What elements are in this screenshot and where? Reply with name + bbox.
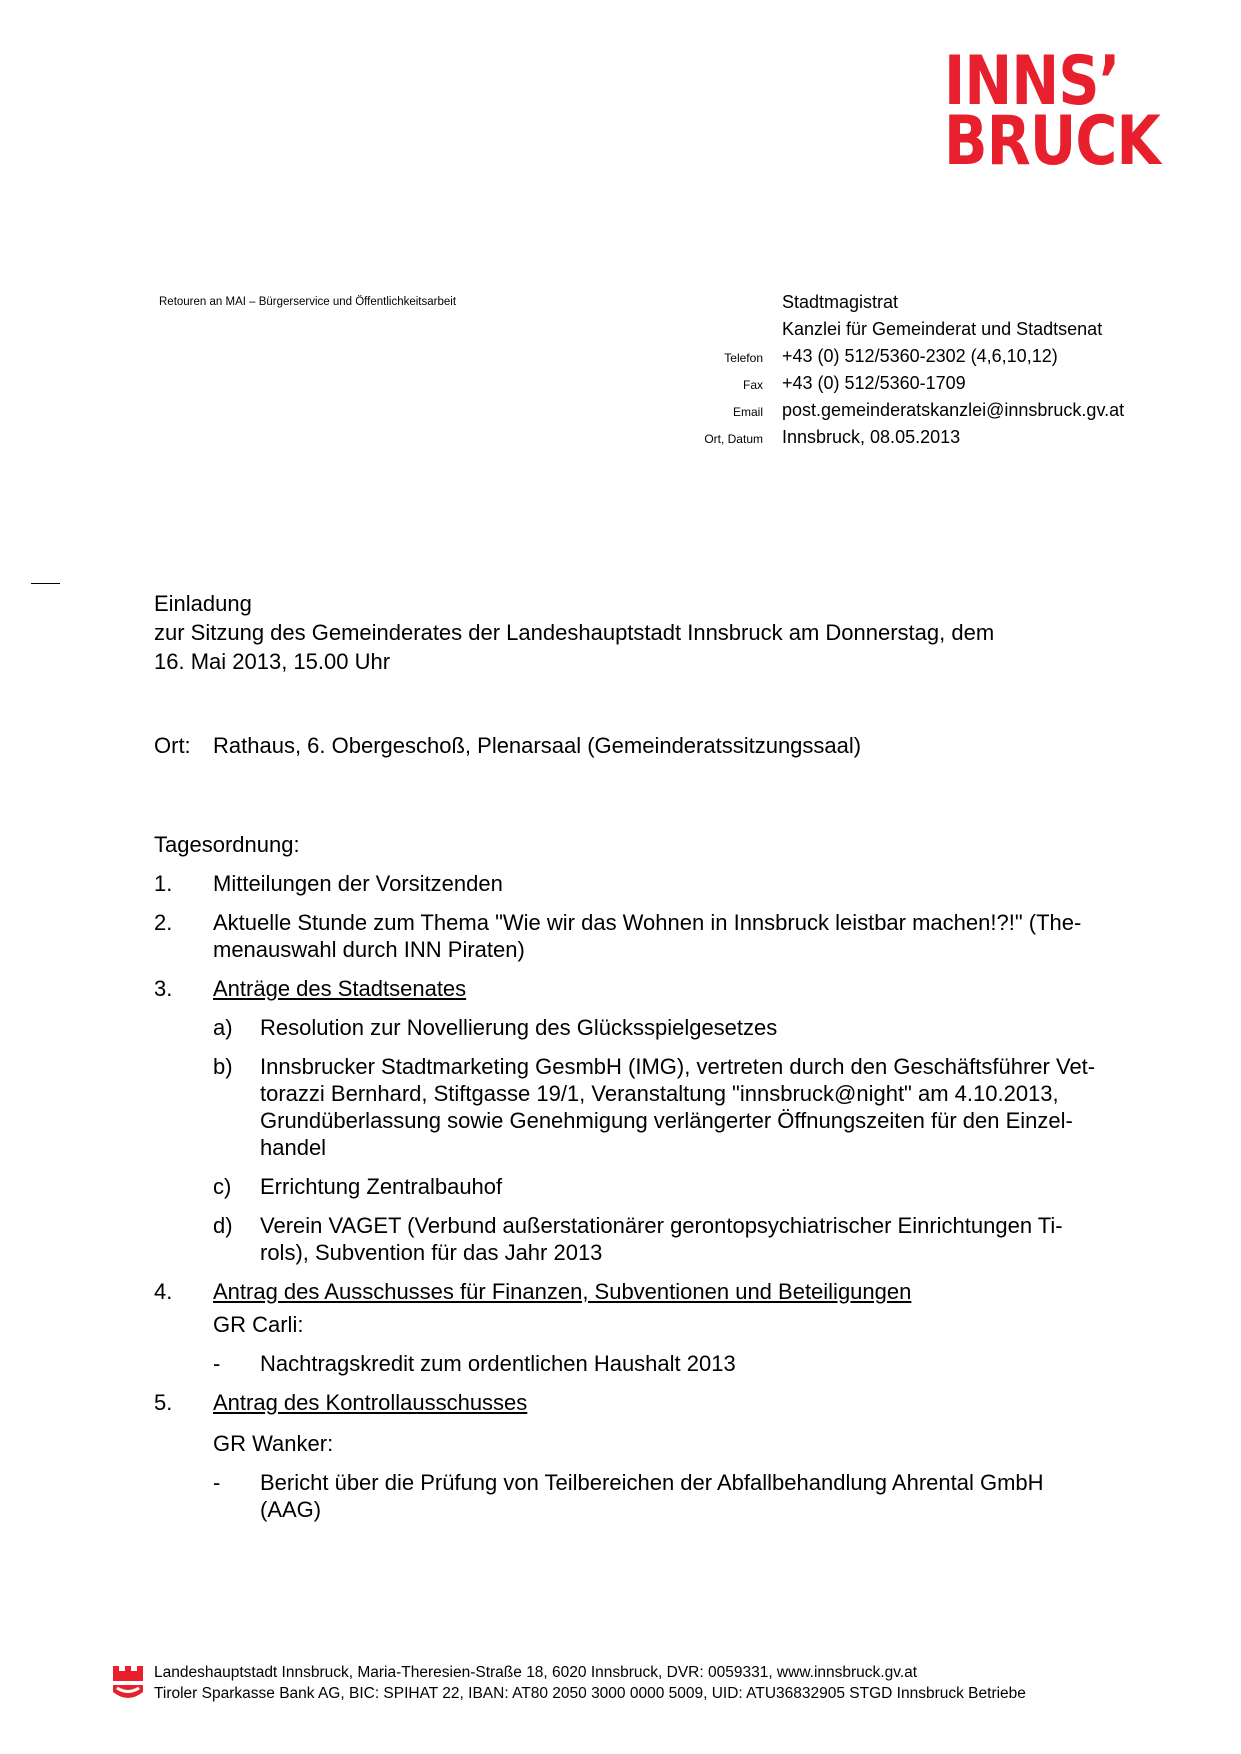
sub-item-line: rols), Subvention für das Jahr 2013 xyxy=(260,1240,603,1265)
sub-item-d xyxy=(213,1212,1144,1266)
office-name: Stadtmagistrat xyxy=(782,292,899,312)
sub-item-letter: a) xyxy=(213,1015,233,1040)
agenda-item-2 xyxy=(154,909,1144,963)
invitation-title xyxy=(154,589,1114,676)
sub-item-line: Grundüberlassung sowie Genehmigung verlängerter Öffnungszeiten für den Einzel- xyxy=(260,1108,1073,1133)
innsbruck-logo xyxy=(944,42,1194,181)
bullet-item xyxy=(213,1469,1144,1523)
agenda-list xyxy=(154,870,1144,1535)
email-label: Email xyxy=(732,405,763,419)
bullet-item xyxy=(213,1350,1144,1377)
fold-mark xyxy=(31,583,60,584)
item-text: Mitteilungen der Vorsitzenden xyxy=(213,871,503,896)
email-value[interactable]: post.gemeinderatskanzlei@innsbruck.gv.at xyxy=(782,400,1125,420)
bullet-text-line: Bericht über die Prüfung von Teilbereichen der Abfallbehandlung Ahrental GmbH xyxy=(260,1470,1044,1495)
item-text-line: menauswahl durch INN Piraten) xyxy=(213,937,525,962)
agenda-item-3 xyxy=(154,975,1144,1266)
contact-block xyxy=(640,292,1200,454)
agenda-item-1 xyxy=(154,870,1144,897)
sub-item-letter: d) xyxy=(213,1213,233,1238)
agenda-heading: Tagesordnung: xyxy=(154,832,300,857)
location-value: Rathaus, 6. Obergeschoß, Plenarsaal (Gemeinderatssitzungssaal) xyxy=(213,733,862,758)
footer-line-2: Tiroler Sparkasse Bank AG, BIC: SPIHAT 22, IBAN: AT80 2050 3000 0000 5009, UID: ATU36832905 STGD Innsbruck Betriebe xyxy=(154,1685,1026,1702)
invitation-heading: Einladung xyxy=(154,591,252,616)
phone-value: +43 (0) 512/5360-2302 (4,6,10,12) xyxy=(782,346,1058,366)
item-number: 3. xyxy=(154,976,173,1001)
bullet-text-line: (AAG) xyxy=(260,1497,322,1522)
location-label: Ort: xyxy=(154,733,191,758)
sub-item-line: Innsbrucker Stadtmarketing GesmbH (IMG), vertreten durch den Geschäftsführer Vet- xyxy=(260,1054,1096,1079)
sub-item-c xyxy=(213,1173,1144,1200)
department-name: Kanzlei für Gemeinderat und Stadtsenat xyxy=(782,319,1103,339)
sub-item-line: Verein VAGET (Verbund außerstationärer gerontopsychiatrischer Einrichtungen Ti- xyxy=(260,1213,1063,1238)
item-title: Anträge des Stadtsenates xyxy=(213,976,467,1001)
item-title: Antrag des Kontrollausschusses xyxy=(213,1390,528,1415)
speaker: GR Carli: xyxy=(213,1312,304,1337)
sub-item-a xyxy=(213,1014,1144,1041)
logo-line-1: INNS’ xyxy=(944,42,1120,121)
bullet-dash: - xyxy=(213,1470,221,1495)
item-number: 5. xyxy=(154,1390,173,1415)
sub-item-text: Resolution zur Novellierung des Glücksspielgesetzes xyxy=(260,1015,778,1040)
date-label: Ort, Datum xyxy=(704,432,763,446)
return-address: Retouren an MAI – Bürgerservice und Öffentlichkeitsarbeit xyxy=(159,296,457,308)
item-number: 4. xyxy=(154,1279,173,1304)
footer-line-1: Landeshauptstadt Innsbruck, Maria-Theresien-Straße 18, 6020 Innsbruck, DVR: 0059331, www.innsbruck.gv.at xyxy=(154,1664,918,1681)
meeting-location xyxy=(154,733,861,759)
bullet-dash: - xyxy=(213,1351,221,1376)
city-crest-icon xyxy=(111,1664,145,1704)
item-text-line: Aktuelle Stunde zum Thema "Wie wir das Wohnen in Innsbruck leistbar machen!?!" (The- xyxy=(213,910,1082,935)
sub-item-line: handel xyxy=(260,1135,327,1160)
sub-item-b xyxy=(213,1053,1144,1161)
invitation-line-3: 16. Mai 2013, 15.00 Uhr xyxy=(154,649,391,674)
item-title: Antrag des Ausschusses für Finanzen, Subventionen und Beteiligungen xyxy=(213,1279,912,1304)
bullet-text: Nachtragskredit zum ordentlichen Haushalt 2013 xyxy=(260,1351,736,1376)
sub-item-letter: b) xyxy=(213,1054,233,1079)
item-number: 1. xyxy=(154,871,173,896)
sub-item-text: Errichtung Zentralbauhof xyxy=(260,1174,503,1199)
phone-label: Telefon xyxy=(724,351,763,365)
fax-value: +43 (0) 512/5360-1709 xyxy=(782,373,966,393)
sub-item-line: torazzi Bernhard, Stiftgasse 19/1, Veranstaltung "innsbruck@night" am 4.10.2013, xyxy=(260,1081,1059,1106)
item-number: 2. xyxy=(154,910,173,935)
date-value: Innsbruck, 08.05.2013 xyxy=(782,427,961,447)
speaker: GR Wanker: xyxy=(213,1431,334,1456)
logo-line-2: BRUCK xyxy=(944,102,1160,181)
agenda-item-5 xyxy=(154,1389,1144,1523)
fax-label: Fax xyxy=(742,378,763,392)
invitation-line-2: zur Sitzung des Gemeinderates der Landeshauptstadt Innsbruck am Donnerstag, dem xyxy=(154,620,995,645)
agenda-item-4 xyxy=(154,1278,1144,1377)
sub-item-letter: c) xyxy=(213,1174,232,1199)
